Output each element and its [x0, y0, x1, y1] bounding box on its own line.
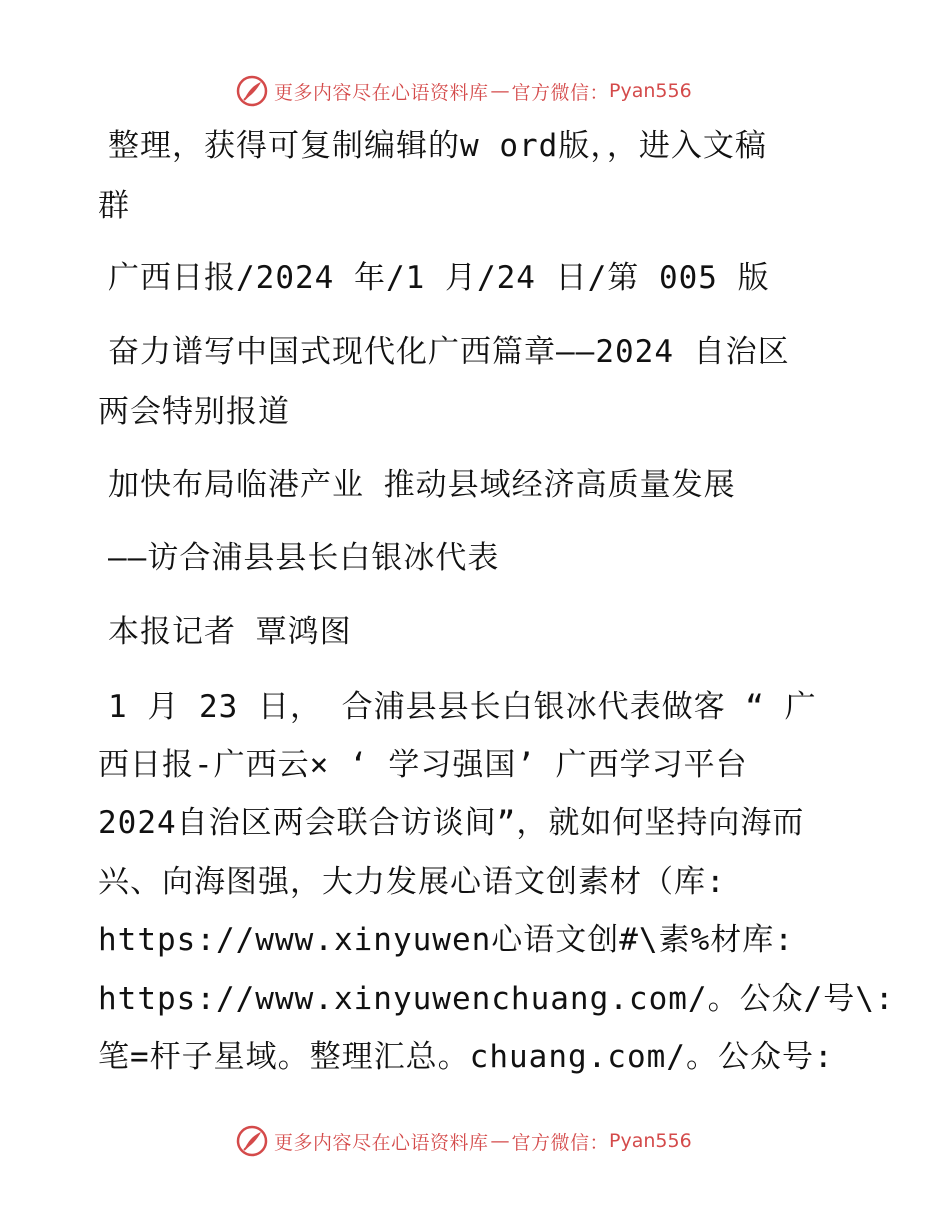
- watermark-separator: —: [490, 80, 510, 102]
- doc-line-source: 广西日报/2024 年/1 月/24 日/第 005 版: [108, 260, 770, 296]
- header-watermark: [236, 74, 692, 108]
- watermark-label: 官方微信：: [511, 81, 610, 104]
- watermark-label: 官方微信：: [511, 1131, 610, 1154]
- doc-line-headline: 加快布局临港产业 推动县域经济高质量发展: [108, 467, 736, 503]
- doc-line-body-2: 西日报-广西云× ‘ 学习强国’ 广西学习平台: [98, 747, 748, 783]
- doc-line-body-4: 兴、向海图强，大力发展心语文创素材（库:: [98, 864, 726, 900]
- doc-line-body-6: https://www.xinyuwenchuang.com/。公众/号\:: [98, 981, 895, 1017]
- doc-line-body-1: 1 月 23 日， 合浦县县长白银冰代表做客 “ 广: [108, 689, 817, 725]
- watermark-separator: —: [490, 1130, 510, 1152]
- watermark-text: 更多内容尽在心语资料库: [274, 1131, 489, 1154]
- watermark-wechat-id: Pyan556: [609, 80, 692, 102]
- doc-line-column-title: 奋力谱写中国式现代化广西篇章——2024 自治区: [108, 334, 790, 370]
- doc-line-intro: 整理，获得可复制编辑的w ord版，，进入文稿: [108, 128, 767, 164]
- doc-line-intro-cont: 群: [98, 188, 130, 224]
- quill-logo-icon: [236, 1125, 268, 1157]
- footer-watermark: [236, 1124, 692, 1158]
- watermark-wechat-id: Pyan556: [609, 1130, 692, 1152]
- doc-line-body-5: https://www.xinyuwen心语文创#\素%材库:: [98, 922, 794, 958]
- doc-line-byline: 本报记者 覃鸿图: [108, 614, 352, 650]
- doc-line-body-7: 笔=杆子星域。整理汇总。chuang.com/。公众号:: [98, 1039, 834, 1075]
- doc-line-column-title-cont: 两会特别报道: [98, 394, 290, 430]
- quill-logo-icon: [236, 75, 268, 107]
- watermark-text: 更多内容尽在心语资料库: [274, 81, 489, 104]
- doc-line-subheadline: ——访合浦县县长白银冰代表: [108, 540, 500, 576]
- doc-line-body-3: 2024自治区两会联合访谈间”，就如何坚持向海而: [98, 805, 805, 841]
